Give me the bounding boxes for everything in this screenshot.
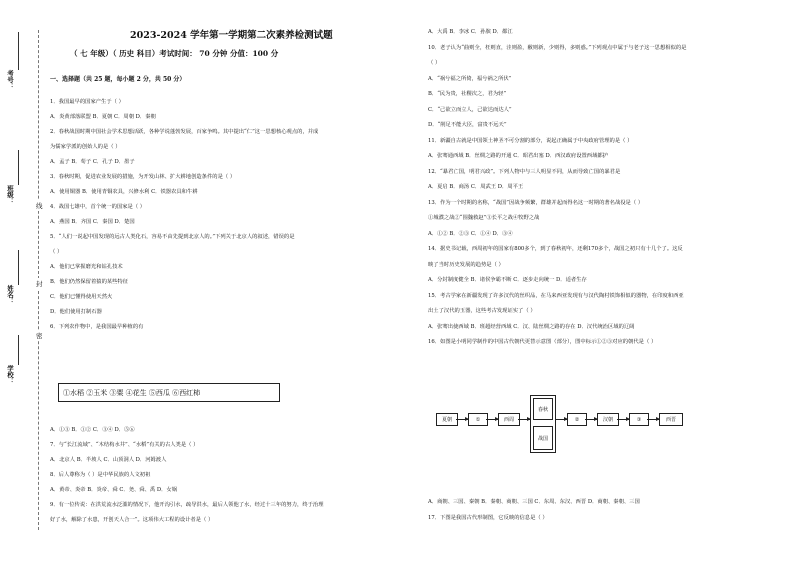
- flow-node-1: ①: [468, 413, 488, 426]
- sealing-mark-secret: 密: [36, 332, 43, 340]
- question-line: 7．与“长江流域”、“木结构水井”、“水稻”有关的古人类是（ ）: [50, 442, 199, 448]
- exam-subtitle: （ 七 年级）（ 历史 科目）考试时间： 70 分钟 分值：100 分: [70, 49, 279, 58]
- question-line: 好了水，解除了水患，开创天人合一”。这项伟大工程的设计者是（ ）: [50, 517, 214, 523]
- flow-arrow: [518, 419, 530, 420]
- name-label: 姓名：: [6, 285, 14, 305]
- class-label: 班级：: [6, 185, 14, 205]
- flow-node-warring-states: 战国: [533, 426, 553, 450]
- name-underline: [18, 250, 19, 285]
- flow-node-2: ②: [567, 413, 587, 426]
- question-line: 13．作为一个时期的名称，“战国”因战争频繁，群雄并起而得名这一时期的著名战役是（ ）: [428, 199, 644, 206]
- question-line: A．黄帝、炎帝 B．炎帝、舜 C．尧、舜、禹 D．女娲: [50, 487, 178, 493]
- question-line: B．“民为贵，社稷次之，君为轻”: [428, 91, 507, 97]
- question-line: 11．新疆自古就是中国领土神圣不可分割的部分，说起正确属于中央政府管理的是（ ）: [428, 137, 633, 144]
- question-line: A．“祸兮福之所倚，福兮祸之所伏”: [428, 75, 512, 82]
- question-line: 出土了汉代的玉器，这些考古发现证实了（ ）: [428, 308, 536, 314]
- question-line: A．商朝、三国、秦朝 B．秦朝、商朝、三国 C．东周、东汉、西晋 D．商朝、秦朝、三国: [428, 499, 640, 505]
- flow-node-west-jin: 西晋: [659, 413, 683, 426]
- left-column-questions-bottom: [50, 428, 395, 533]
- sealing-mark-seal: 封: [36, 280, 43, 288]
- flow-arrow: [617, 419, 629, 420]
- question-line: 映了当时历史发展的趋势是（ ）: [428, 261, 504, 268]
- question-line: 8．后人尊称为（ ）是中华民族的人文初祖: [50, 472, 151, 478]
- crops-options-box: [58, 383, 280, 402]
- question-line: 3．春秋时期，促进农业发展的措施，为开发山林、扩大耕地创造条件的是（ ）: [50, 174, 236, 180]
- question-line: A．使用铜器 B．使用青铜农具，兴修水利 C．铁器农具和牛耕: [50, 189, 198, 195]
- question-line: 2．春秋战国时期中国社会学术思想活跃，各种学说蓬勃发展，百家争鸣。其中提出“仁”这一思想核心观点的，并成: [50, 129, 319, 135]
- question-line: C．“己欲立而立人，己欲达而达人”: [428, 106, 512, 113]
- flow-arrow: [555, 419, 567, 420]
- question-line: （ ）: [50, 249, 63, 255]
- binding-strip: [0, 0, 44, 562]
- left-column-questions: [50, 100, 395, 340]
- question-line: 6．下列农作物中，是我国最早种植的有: [50, 324, 144, 330]
- question-line: A．孟子 B．荀子 C．孔子 D．墨子: [50, 159, 135, 165]
- question-line: 10．老子认为“曲则全，枉则直，洼则盈，敝则新，少则得，多则惑。”下列观点中属于与老子这一思想相似的是: [428, 44, 687, 51]
- question-line: 12．“暴君亡国，明君兴政”。下列人物中与三人明显不同，从而导致亡国的暴君是: [428, 168, 621, 175]
- flow-arrow: [486, 419, 498, 420]
- flow-arrow: [647, 419, 659, 420]
- question-line: A．北京人 B．半坡人 C．山顶洞人 D．河姆渡人: [50, 457, 167, 463]
- question-line: 5．“人们一说起中国发现的远古人类化石，容易不由先提到北京人的。”下列关于北京人的叙述，错误的是: [50, 234, 295, 240]
- question-line: A．大禹 B．李冰 C．孙膑 D．都江: [428, 29, 513, 35]
- question-line: A．炎黄部落联盟 B．夏朝 C．周朝 D．秦朝: [50, 114, 156, 120]
- flow-arrow: [456, 419, 468, 420]
- question-line: 1．我国最早的国家产生于（ ）: [50, 99, 124, 105]
- question-line: 15．考古学家在新疆发现了许多汉代的丝织品，在马来西亚发现有与汉代陶村铁饰相似的器物，在印度和西亚: [428, 292, 684, 299]
- question-line: ①城濮之战②“围魏救赵”③长平之战④牧野之战: [428, 215, 540, 221]
- question-line: A．张骞通西域 B．丝绸之路的开通 C．昭君出塞 D．西汉政府设置西域都护: [428, 153, 608, 159]
- school-label: 学校：: [6, 365, 14, 385]
- question-line: 为儒家学派的创始人的是（ ）: [50, 144, 121, 150]
- section-title: 一、选择题（共 25 题，每小题 2 分，共 50 分）: [50, 76, 186, 83]
- school-underline: [18, 335, 19, 365]
- flow-node-xia: 夏朝: [436, 413, 458, 426]
- question-line: A．燕国 B．齐国 C．秦国 D．楚国: [50, 219, 135, 225]
- question-line: D．他们使用打制石器: [50, 309, 102, 315]
- exam-title: 2023-2024 学年第一学期第二次素养检测试题: [130, 30, 333, 41]
- dynasty-flowchart: [428, 395, 768, 467]
- question-line: A．张骞出使西域 B．班超经营西域 C．汉、陆丝绸之路的存在 D．汉代统治区域的辽阔: [428, 323, 635, 330]
- flow-node-han: 汉朝: [597, 413, 619, 426]
- question-line: A．①③ B．①② C．③④ D．⑤⑥: [50, 427, 135, 433]
- question-line: 4．战国七雄中，首个统一的国家是（ ）: [50, 204, 146, 210]
- question-line: 17．下图是我国古代形制图，它反映的信息是（ ）: [428, 514, 548, 521]
- question-line: B．他们仍然保留着猿的某些特征: [50, 279, 129, 285]
- question-line: 9．有一位传说：在洪荒流水泛滥的情况下，他开沟引水，疏导洪水，最后人领他了水，经过十三年的努力，终于治理: [50, 502, 324, 508]
- flow-node-3: ③: [629, 413, 649, 426]
- sealing-mark-line: 线: [36, 202, 43, 210]
- flow-node-spring-autumn: 春秋: [533, 398, 553, 420]
- right-column-questions: [428, 30, 783, 356]
- question-line: 16．如图是小明同学制作的中国古代朝代更替示意图（部分），图中标示①②③对应的朝代是（ ）: [428, 339, 657, 345]
- crops-options-text: ①水稻 ②玉米 ③粟 ④花生 ⑤西瓜 ⑥西红柿: [63, 388, 201, 397]
- question-line: A．分封制度健全 B．诸侯争霸不断 C．逐步走向统一 D．适者生存: [428, 277, 587, 283]
- question-line: C．他们已懂得使用天然火: [50, 294, 113, 300]
- flow-node-west-zhou: 西周: [498, 413, 520, 426]
- question-line: A．夏启 B．商汤 C．周武王 D．周平王: [428, 184, 524, 190]
- class-underline: [18, 150, 19, 185]
- exam-number-underline: [18, 32, 19, 70]
- right-column-questions-bottom: [428, 500, 783, 531]
- question-line: 14．据史书记载，西周初年的国家有800多个，到了春秋初年，还剩170多个，战国之初只有十几个了。这反: [428, 246, 683, 252]
- exam-number-label: 考号：: [6, 70, 14, 90]
- question-line: A．他们已掌握磨光和钻孔技术: [50, 264, 123, 270]
- question-line: （ ）: [428, 60, 441, 66]
- flow-arrow: [585, 419, 597, 420]
- question-line: A．①② B．②③ C．①④ D．③④: [428, 230, 513, 237]
- question-line: D．“削足不能大臣，富贵不远天”: [428, 122, 507, 128]
